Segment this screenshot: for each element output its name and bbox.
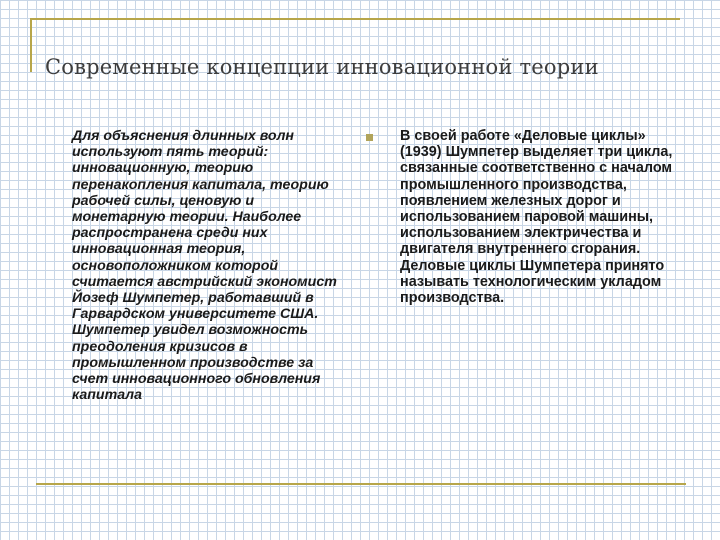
- slide-title: Современные концепции инновационной теории: [45, 55, 599, 79]
- frame-bottom-line: [36, 483, 686, 485]
- right-column-text: В своей работе «Деловые циклы» (1939) Шумпетер выделяет три цикла, связанные соответственно с началом промышленного производства, появлением железных дорог и использованием паровой машины, использованием электричества и двигателя внутреннего сгорания. Деловые циклы Шумпетера принято называть технологическим укладом производства.: [400, 128, 673, 307]
- frame-left-line: [30, 18, 32, 72]
- square-bullet-icon: [366, 134, 373, 141]
- frame-top-line: [30, 18, 680, 20]
- left-column-text: Для объяснения длинных волн используют пять теорий: инновационную, теорию перенакопления капитала, теорию рабочей силы, ценовую и монетарную теории. Наиболее распространена среди них инновационная теория, основоположником которой считается австрийский экономист Йозеф Шумпетер, работавший в Гарвардском университете США. Шумпетер увидел возможность преодоления кризисов в промышленном производстве за счет инновационного обновления капитала: [72, 128, 337, 404]
